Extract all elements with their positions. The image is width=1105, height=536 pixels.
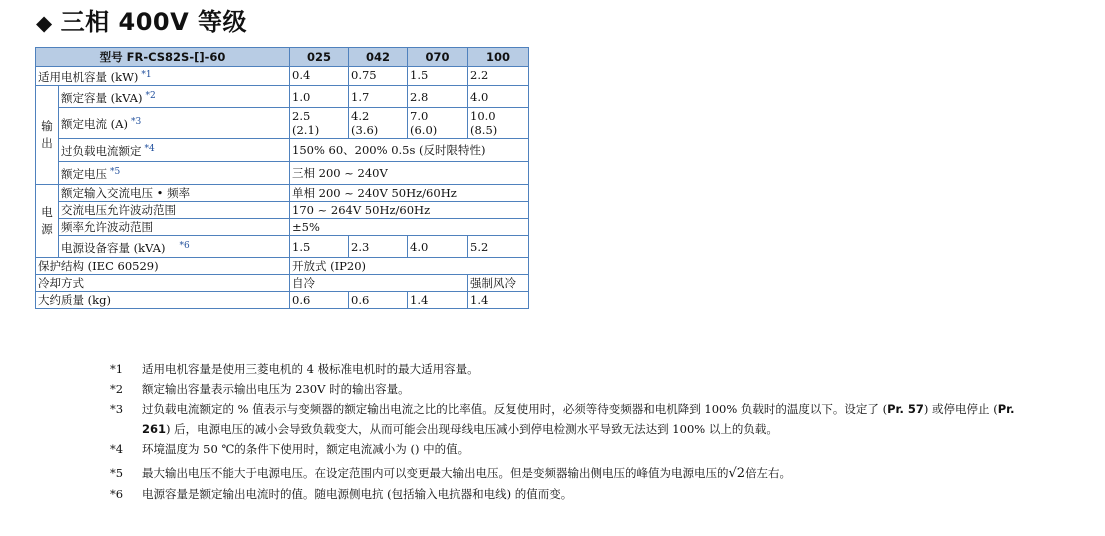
table-cell: 0.6 [349,292,408,309]
table-cell: 170 ~ 264V 50Hz/60Hz [290,202,529,219]
header-model-025: 025 [290,48,349,67]
table-row-freq-range [36,219,529,236]
table-cell: 4.0 [468,86,529,108]
row-label: 过负载电流额定 $^{*4}$ [59,139,290,162]
table-row-input [36,185,529,202]
footnote-6: *6 电源容量是额定输出电流时的值。随电源侧电抗 (包括输入电抗器和电线) 的值而变。 [110,487,573,501]
row-label: 冷却方式 [36,275,290,292]
footnote-5: *5 最大输出电压不能大于电源电压。在设定范围内可以变更最大输出电压。但是变频器输出侧电压的峰值为电源电压的√2倍左右。 [110,466,792,481]
table-cell: 2.2 [468,67,529,86]
row-label: 额定电流 (A) $^{*3}$ [59,108,290,139]
table-header-row [36,48,529,67]
footnotes [110,359,1032,504]
table-row-rated-capacity [36,86,529,108]
group-output: 输 出 [36,86,59,185]
table-cell: ±5% [290,219,529,236]
table-cell: 1.4 [468,292,529,309]
row-label: 频率允许波动范围 [59,219,290,236]
table-cell: 强制风冷 [468,275,529,292]
header-model-042: 042 [349,48,408,67]
row-label: 额定输入交流电压 • 频率 [59,185,290,202]
table-row-cooling [36,275,529,292]
table-row-overload [36,139,529,162]
row-label: 保护结构 (IEC 60529) [36,258,290,275]
table-cell: 4.0 [408,236,468,258]
header-model-070: 070 [408,48,468,67]
table-cell: 单相 200 ~ 240V 50Hz/60Hz [290,185,529,202]
row-label: 额定电压 $^{*5}$ [59,162,290,185]
table-row-power-capacity [36,236,529,258]
table-cell: 4.2 (3.6) [349,108,408,139]
table-cell: 1.7 [349,86,408,108]
table-row-rated-current [36,108,529,139]
table-cell: 0.6 [290,292,349,309]
table-cell: 1.5 [408,67,468,86]
group-power: 电 源 [36,185,59,258]
table-cell: 10.0 (8.5) [468,108,529,139]
table-cell: 1.5 [290,236,349,258]
table-row-rated-voltage [36,162,529,185]
table-cell: 1.4 [408,292,468,309]
header-model: 型号 FR-CS82S-[]-60 [36,48,290,67]
row-label: 大约质量 (kg) [36,292,290,309]
table-row-motor [36,67,529,86]
table-cell: 0.75 [349,67,408,86]
row-label: 额定容量 (kVA) $^{*2}$ [59,86,290,108]
footnote-3: *3 过负载电流额定的 % 值表示与变频器的额定输出电流之比的比率值。反复使用时，必须等待变频器和电机降到 100% 负载时的温度以下。设定了 (Pr. 57) 或停电停止 (Pr. 261) 后，电源电压的减小会导致负载变大，从而可能会出现母线电压减小到停电检测水平导致无法达到 100% 以上的负载。 [110,402,1015,436]
row-label: 适用电机容量 (kW) $^{*1}$ [36,67,290,86]
header-model-100: 100 [468,48,529,67]
table-cell: 7.0 (6.0) [408,108,468,139]
section-title-text: 三相 400V 等级 [60,8,248,36]
table-cell: 5.2 [468,236,529,258]
row-label: 电源设备容量 (kVA) $^{*6}$ [59,236,290,258]
table-cell: 1.0 [290,86,349,108]
table-cell: 开放式 (IP20) [290,258,529,275]
table-cell: 三相 200 ~ 240V [290,162,529,185]
footnote-2: *2 额定输出容量表示输出电压为 230V 时的输出容量。 [110,382,410,396]
table-cell: 2.8 [408,86,468,108]
row-label: 交流电压允许波动范围 [59,202,290,219]
spec-table [35,47,529,309]
table-cell: 2.5 (2.1) [290,108,349,139]
table-row-voltage-range [36,202,529,219]
table-cell: 自冷 [290,275,468,292]
table-row-mass [36,292,529,309]
diamond-bullet-icon: ◆ [36,11,53,35]
footnote-4: *4 环境温度为 50 ℃的条件下使用时，额定电流减小为 () 中的值。 [110,442,470,456]
table-row-protection [36,258,529,275]
table-cell: 150% 60、200% 0.5s (反时限特性) [290,139,529,162]
section-title [36,2,247,37]
table-cell: 2.3 [349,236,408,258]
table-cell: 0.4 [290,67,349,86]
footnote-1: *1 适用电机容量是使用三菱电机的 4 极标准电机时的最大适用容量。 [110,362,479,376]
